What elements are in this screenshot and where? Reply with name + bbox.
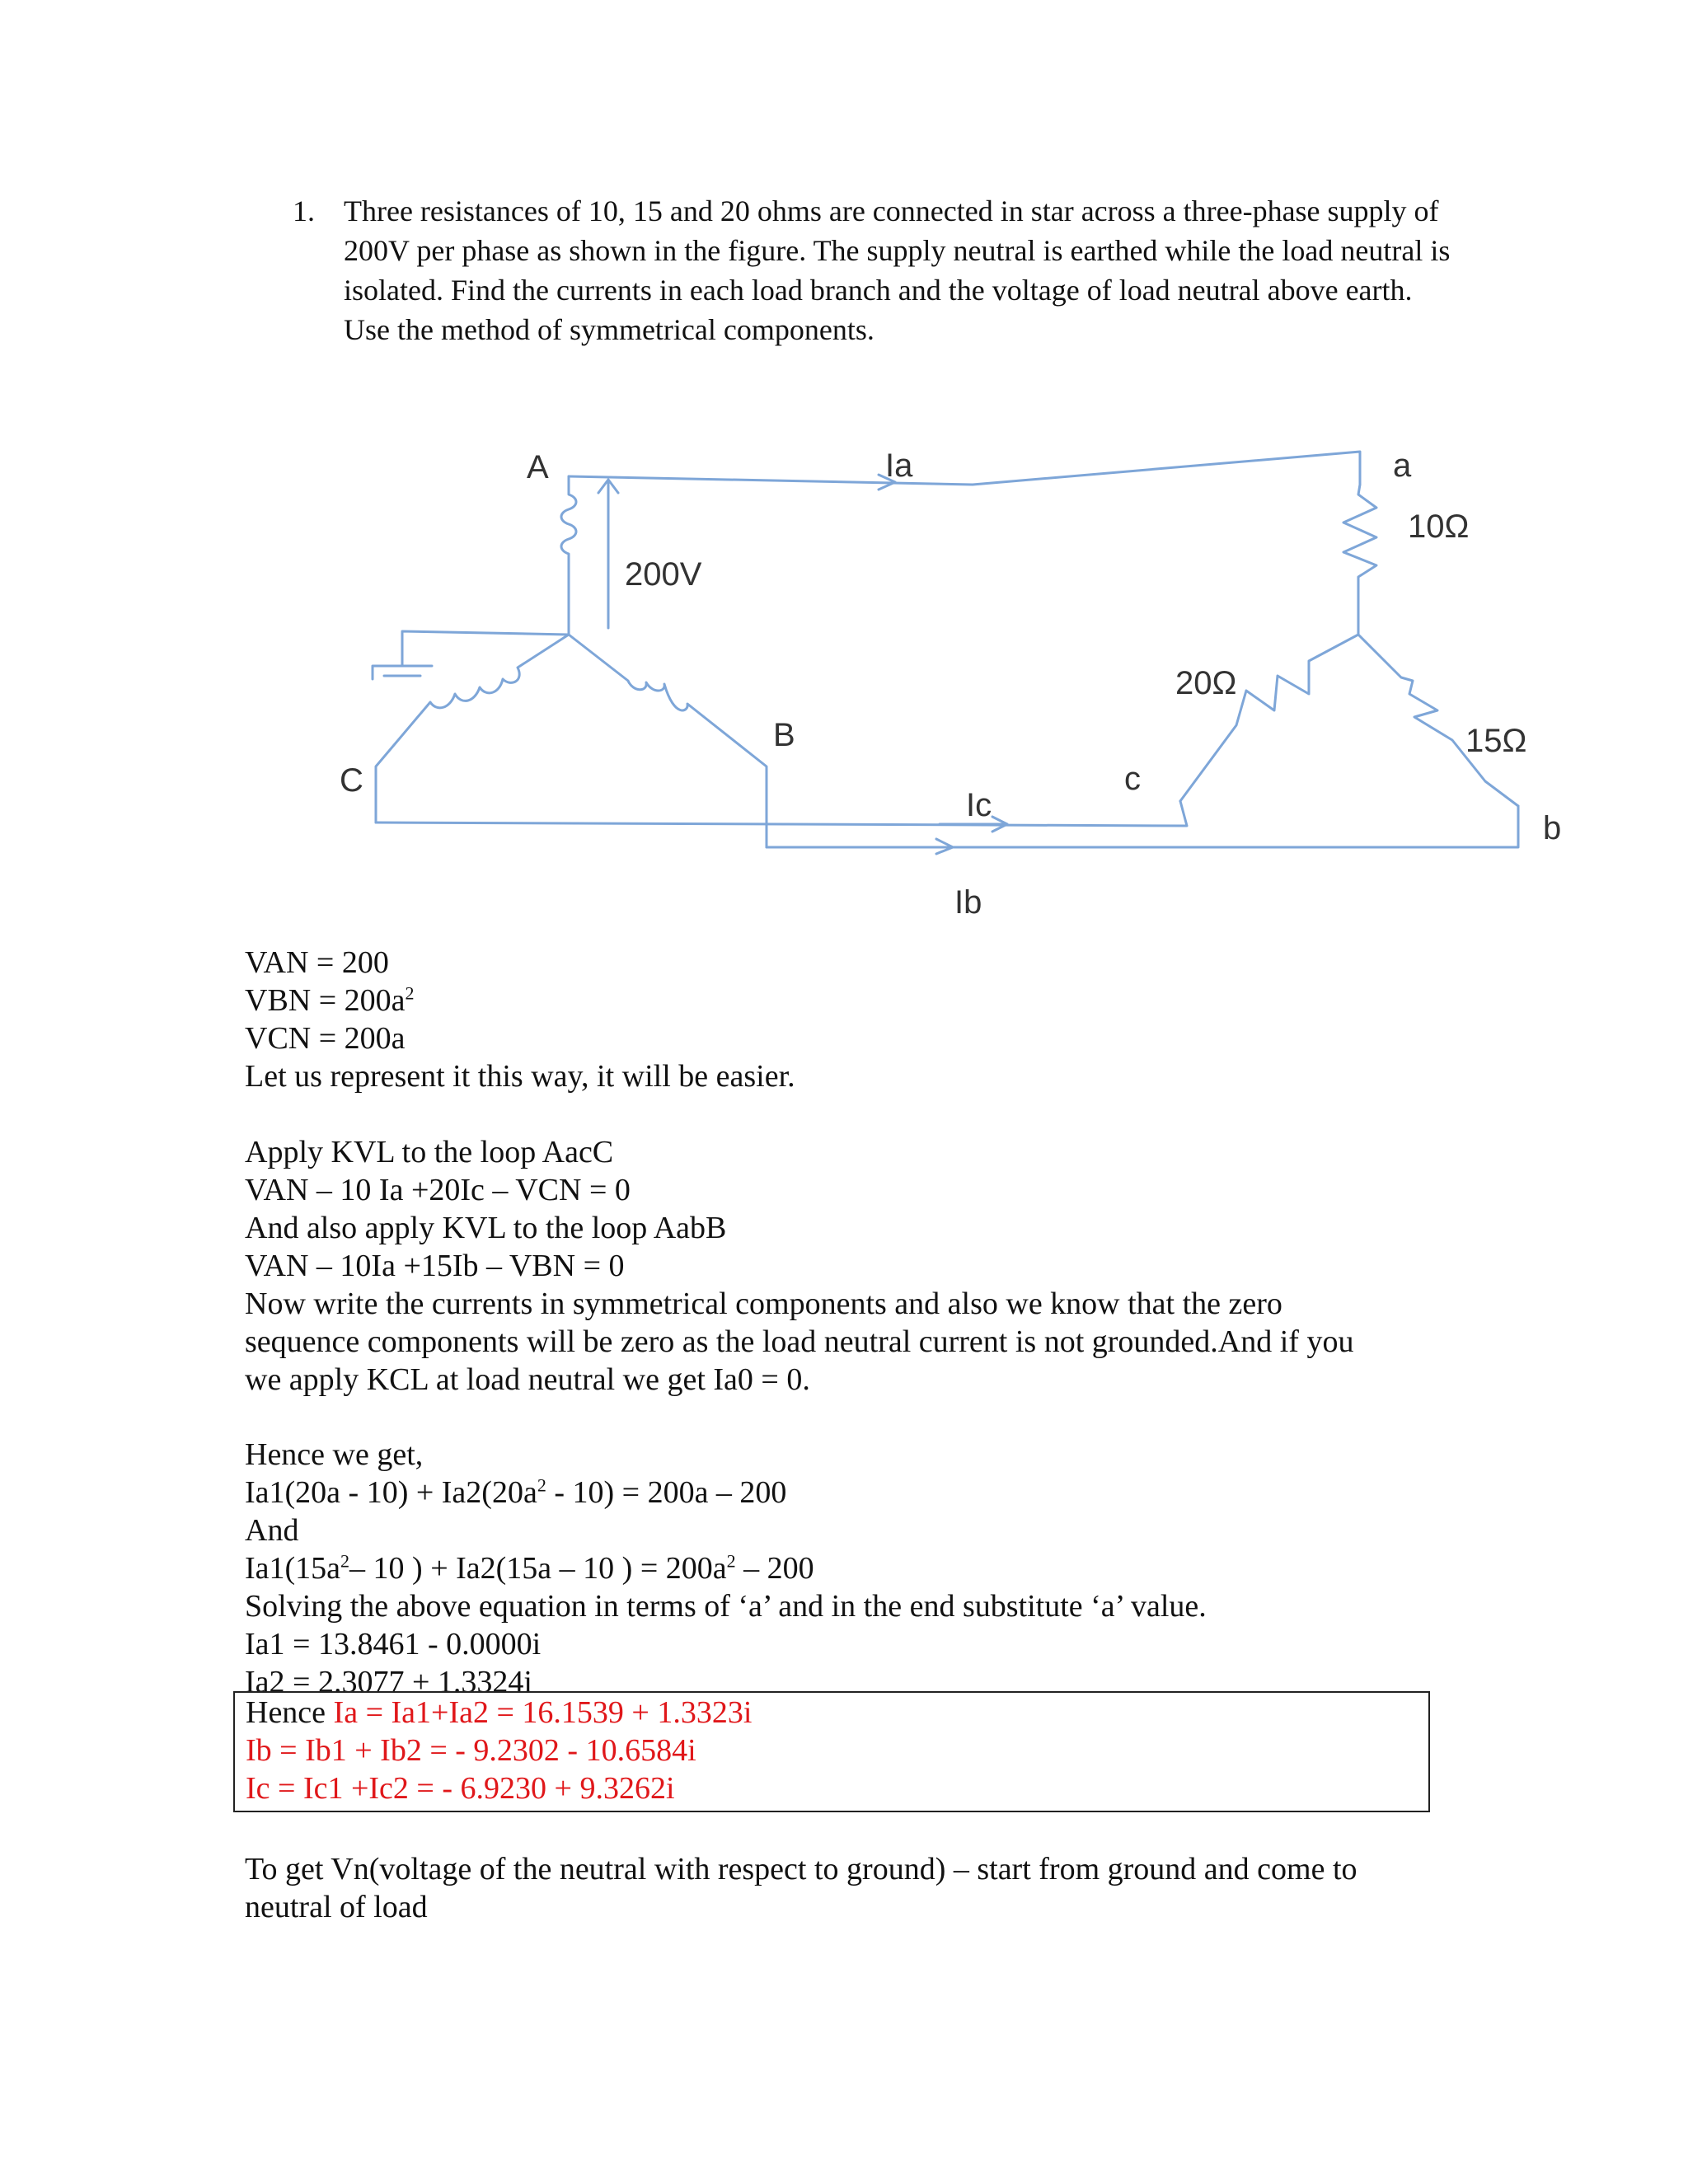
hence-we-get: Hence we get,	[245, 1437, 424, 1472]
vbn-text: VBN = 200a	[245, 983, 406, 1018]
kvl-line-6: sequence components will be zero as the load neutral current is not grounded.And if you	[245, 1324, 1354, 1359]
equation-2	[245, 1549, 1481, 1587]
problem-text: Three resistances of 10, 15 and 20 ohms are connected in star across a three-phase supply of 200V per phase as shown in the figure. The supply neutral is earthed while the load neutral is isolated. Find the currents in each load branch and the voltage of load neutral above earth. Use the method of symmetrical components.	[344, 194, 1451, 346]
label-ic: Ic	[966, 787, 992, 823]
voltage-definitions	[245, 944, 1481, 1095]
source-winding-a	[561, 476, 576, 635]
and-line: And	[245, 1513, 299, 1548]
load-resistor-c	[1180, 635, 1358, 801]
kvl-line-5: Now write the currents in symmetrical components and also we know that the zero	[245, 1286, 1282, 1321]
vbn-sup: 2	[405, 982, 415, 1004]
solving-note: Solving the above equation in terms of ‘a’ and in the end substitute ‘a’ value.	[245, 1589, 1207, 1624]
label-A: A	[527, 449, 549, 485]
label-a: a	[1393, 448, 1412, 484]
line-c	[376, 801, 1187, 826]
represent-note: Let us represent it this way, it will be easier.	[245, 1059, 795, 1094]
kvl-line-1: Apply KVL to the loop AacC	[245, 1135, 614, 1169]
eq2-sup-2: 2	[726, 1550, 736, 1572]
load-resistor-a	[1343, 485, 1376, 635]
label-10-ohm: 10Ω	[1408, 509, 1470, 545]
source-winding-b	[569, 635, 767, 847]
eq2-part-b: – 10 ) + Ia2(15a – 10 ) = 200a	[349, 1551, 727, 1586]
label-B: B	[773, 717, 795, 753]
source-winding-c	[376, 635, 569, 823]
voltage-arrow	[598, 480, 618, 628]
vn-section	[245, 1850, 1481, 1926]
label-b: b	[1543, 810, 1562, 846]
ia2-value: Ia2 = 2.3077 + 1.3324i	[245, 1665, 532, 1699]
equation-1	[245, 1474, 1481, 1511]
label-ia: Ia	[885, 448, 913, 484]
load-resistor-b	[1358, 635, 1518, 806]
label-20-ohm: 20Ω	[1175, 665, 1237, 701]
label-200v: 200V	[625, 556, 702, 593]
vbn-line	[245, 982, 1481, 1019]
label-C: C	[340, 762, 363, 799]
vn-line-1: To get Vn(voltage of the neutral with respect to ground) – start from ground and come to	[245, 1852, 1357, 1886]
circuit-diagram	[0, 0, 1688, 948]
kvl-line-2: VAN – 10 Ia +20Ic – VCN = 0	[245, 1173, 631, 1207]
vn-line-2: neutral of load	[245, 1890, 428, 1924]
result-hence: Hence	[246, 1695, 334, 1730]
van-line: VAN = 200	[245, 945, 389, 980]
label-15-ohm: 15Ω	[1465, 723, 1527, 759]
eq1-part-b: - 10) = 200a – 200	[546, 1475, 787, 1510]
result-ia-line	[246, 1694, 752, 1732]
eq1-part-a: Ia1(20a - 10) + Ia2(20a	[245, 1475, 537, 1510]
solution-section	[245, 1436, 1481, 1701]
problem-number: 1.	[293, 194, 315, 227]
result-ib: Ib = Ib1 + Ib2 = - 9.2302 - 10.6584i	[246, 1733, 696, 1768]
eq2-part-a: Ia1(15a	[245, 1551, 341, 1586]
label-c: c	[1124, 761, 1141, 797]
eq2-sup-1: 2	[340, 1550, 350, 1572]
label-ib: Ib	[954, 884, 982, 921]
results-content	[246, 1694, 752, 1807]
vcn-line: VCN = 200a	[245, 1021, 406, 1056]
kvl-section	[245, 1133, 1481, 1399]
kvl-line-3: And also apply KVL to the loop AabB	[245, 1211, 727, 1245]
ground-symbol	[373, 631, 569, 679]
line-a	[569, 452, 1360, 485]
eq2-part-c: – 200	[735, 1551, 814, 1586]
results-box	[233, 1691, 1430, 1812]
eq1-sup: 2	[537, 1474, 546, 1496]
result-ia: Ia = Ia1+Ia2 = 16.1539 + 1.3323i	[333, 1695, 753, 1730]
kvl-line-7: we apply KCL at load neutral we get Ia0 = 0.	[245, 1362, 810, 1397]
kvl-line-4: VAN – 10Ia +15Ib – VBN = 0	[245, 1249, 625, 1283]
ia1-value: Ia1 = 13.8461 - 0.0000i	[245, 1627, 542, 1661]
result-ic: Ic = Ic1 +Ic2 = - 6.9230 + 9.3262i	[246, 1771, 675, 1806]
